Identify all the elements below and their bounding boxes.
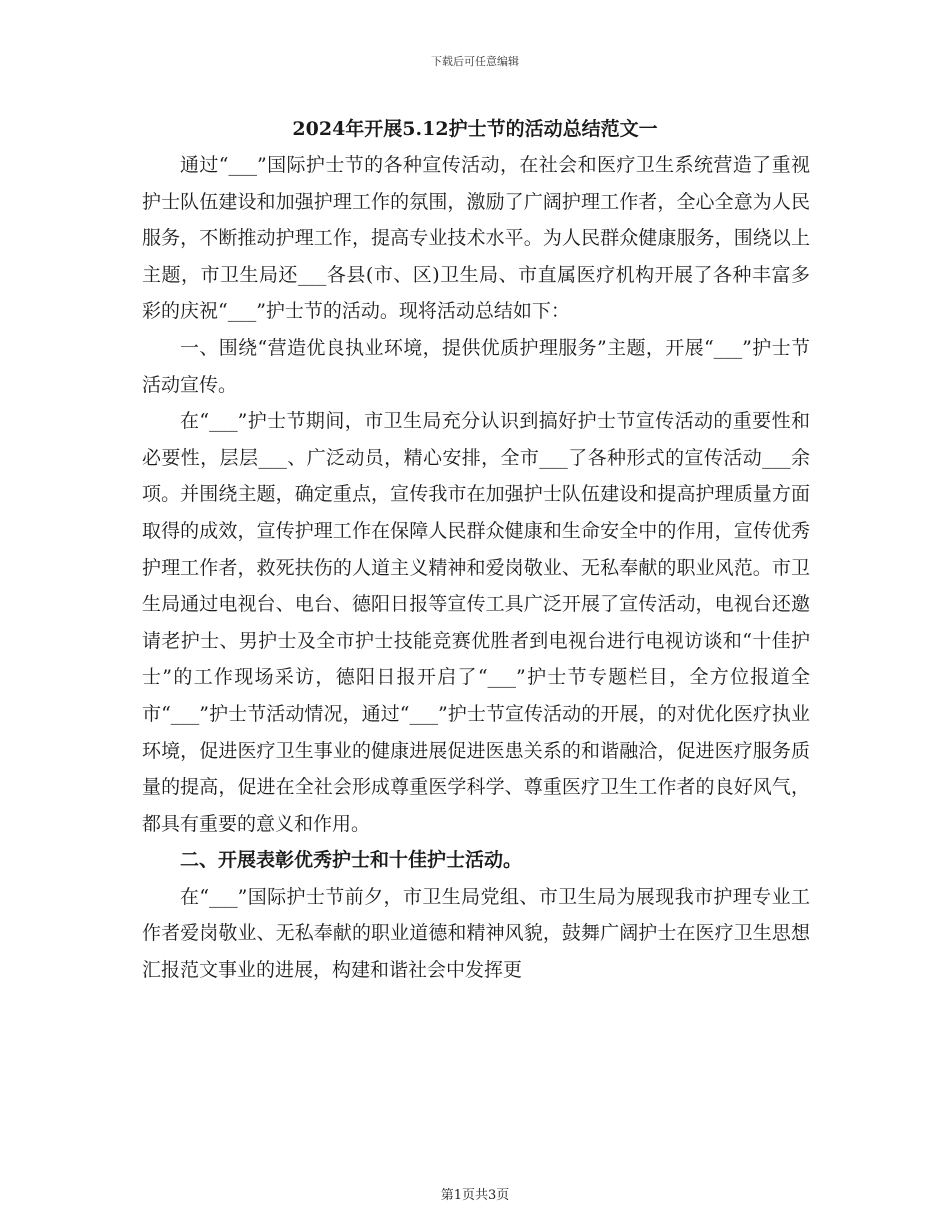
- document-body: [142, 147, 810, 989]
- page-header: 下载后可任意编辑: [431, 55, 519, 68]
- section-heading-2: 二、开展表彰优秀护士和十佳护士活动。: [180, 849, 523, 872]
- paragraph-intro: 通过“___”国际护士节的各种宣传活动，在社会和医疗卫生系统营造了重视护士队伍建设和加强护理工作的氛围，激励了广阔护理工作者，全心全意为人民服务，不断推动护理工作，提高专业技术水平。为人民群众健康服务，围绕以上主题，市卫生局还___各县(市、区)卫生局、市直属医疗机构开展了各种丰富多彩的庆祝“___”护士节的活动。现将活动总结如下：: [142, 154, 810, 323]
- paragraph-section-1: 在“___”护士节期间，市卫生局充分认识到搞好护士节宣传活动的重要性和必要性，层层___、广泛动员，精心安排，全市___了各种形式的宣传活动___余项。并围绕主题，确定重点，宣传我市在加强护士队伍建设和提高护理质量方面取得的成效，宣传护理工作在保障人民群众健康和生命安全中的作用，宣传优秀护理工作者，救死扶伤的人道主义精神和爱岗敬业、无私奉献的职业风范。市卫生局通过电视台、电台、德阳日报等宣传工具广泛开展了宣传活动，电视台还邀请老护士、男护士及全市护士技能竞赛优胜者到电视台进行电视访谈和“十佳护士”的工作现场采访，德阳日报开启了“___”护士节专题栏目，全方位报道全市“___”护士节活动情况，通过“___”护士节宣传活动的开展，的对优化医疗执业环境，促进医疗卫生事业的健康进展促进医患关系的和谐融洽，促进医疗服务质量的提高，促进在全社会形成尊重医学科学、尊重医疗卫生工作者的良好风气，都具有重要的意义和作用。: [142, 410, 810, 835]
- document-title: 2024年开展5.12护士节的活动总结范文一: [292, 118, 658, 140]
- section-heading-1: 一、围绕“营造优良执业环境，提供优质护理服务”主题，开展“___”护士节活动宣传。: [142, 336, 810, 396]
- paragraph-section-2: 在“___”国际护士节前夕，市卫生局党组、市卫生局为展现我市护理专业工作者爱岗敬业、无私奉献的职业道德和精神风貌，鼓舞广阔护士在医疗卫生思想汇报范文事业的进展，构建和谐社会中发挥更: [142, 885, 810, 982]
- page-footer: 第1页共3页: [440, 1188, 510, 1203]
